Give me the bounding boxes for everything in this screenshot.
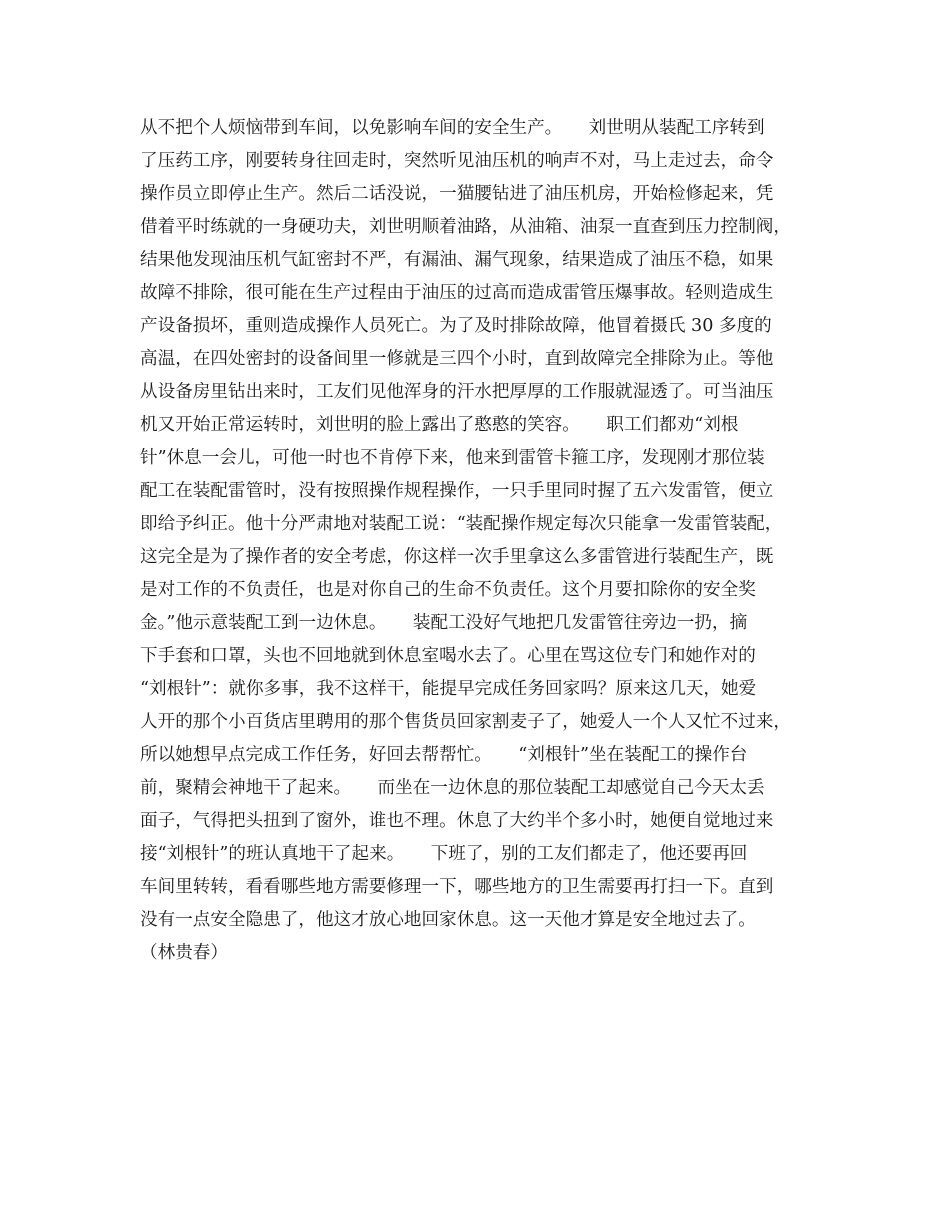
text-line: 产设备损坏，重则造成操作人员死亡。为了及时排除故障，他冒着摄氏 30 多度的	[140, 316, 772, 336]
text-line: 接“刘根针”的班认真地干了起来。 下班了，别的工友们都走了，他还要再回	[140, 844, 748, 864]
author-signature: （林贵春）	[140, 943, 228, 963]
text-line: 是对工作的不负责任，也是对你自己的生命不负责任。这个月要扣除你的安全奖	[140, 580, 756, 600]
text-line: 面子，气得把头扭到了窗外，谁也不理。休息了大约半个多小时，她便自觉地过来	[140, 811, 774, 831]
text-line: 故障不排除，很可能在生产过程由于油压的过高而造成雷管压爆事故。轻则造成生	[140, 283, 774, 303]
text-line: 高温，在四处密封的设备间里一修就是三四个小时，直到故障完全排除为止。等他	[140, 349, 774, 369]
text-line: 没有一点安全隐患了，他这才放心地回家休息。这一天他才算是安全地过去了。	[140, 910, 756, 930]
text-line: 操作员立即停止生产。然后二话没说，一猫腰钻进了油压机房，开始检修起来，凭	[140, 184, 774, 204]
text-line: 人开的那个小百货店里聘用的那个售货员回家割麦子了，她爱人一个人又忙不过来，	[140, 712, 791, 732]
text-line: 这完全是为了操作者的安全考虑，你这样一次手里拿这么多雷管进行装配生产，既	[140, 547, 774, 567]
article-body	[140, 112, 830, 970]
text-line: 从设备房里钻出来时，工友们见他浑身的汗水把厚厚的工作服就湿透了。可当油压	[140, 382, 774, 402]
text-line: 机又开始正常运转时，刘世明的脸上露出了憨憨的笑容。 职工们都劝“刘根	[140, 415, 739, 435]
text-line: 所以她想早点完成工作任务，好回去帮帮忙。 “刘根针”坐在装配工的操作台	[140, 745, 748, 765]
text-line: 从不把个人烦恼带到车间，以免影响车间的安全生产。 刘世明从装配工序转到	[140, 118, 765, 138]
text-line: “刘根针”：就你多事，我不这样干，能提早完成任务回家吗？原来这几天，她爱	[140, 679, 757, 699]
text-line: 前，聚精会神地干了起来。 而坐在一边休息的那位装配工却感觉自己今天太丢	[140, 778, 765, 798]
text-line: 了压药工序，刚要转身往回走时，突然听见油压机的响声不对，马上走过去，命令	[140, 151, 774, 171]
text-line: 借着平时练就的一身硬功夫，刘世明顺着油路，从油箱、油泵一直查到压力控制阀，	[140, 217, 791, 237]
text-line: 针”休息一会儿，可他一时也不肯停下来，他来到雷管卡箍工序，发现刚才那位装	[140, 448, 765, 468]
text-line: 结果他发现油压机气缸密封不严，有漏油、漏气现象，结果造成了油压不稳，如果	[140, 250, 774, 270]
text-line: 下手套和口罩，头也不回地就到休息室喝水去了。心里在骂这位专门和她作对的	[140, 646, 756, 666]
text-line: 车间里转转，看看哪些地方需要修理一下，哪些地方的卫生需要再打扫一下。直到	[140, 877, 774, 897]
text-line: 配工在装配雷管时，没有按照操作规程操作，一只手里同时握了五六发雷管，便立	[140, 481, 774, 501]
text-line: 金。”他示意装配工到一边休息。 装配工没好气地把几发雷管往旁边一扔，摘	[140, 613, 748, 633]
text-line: 即给予纠正。他十分严肃地对装配工说：“装配操作规定每次只能拿一发雷管装配，	[140, 514, 783, 534]
